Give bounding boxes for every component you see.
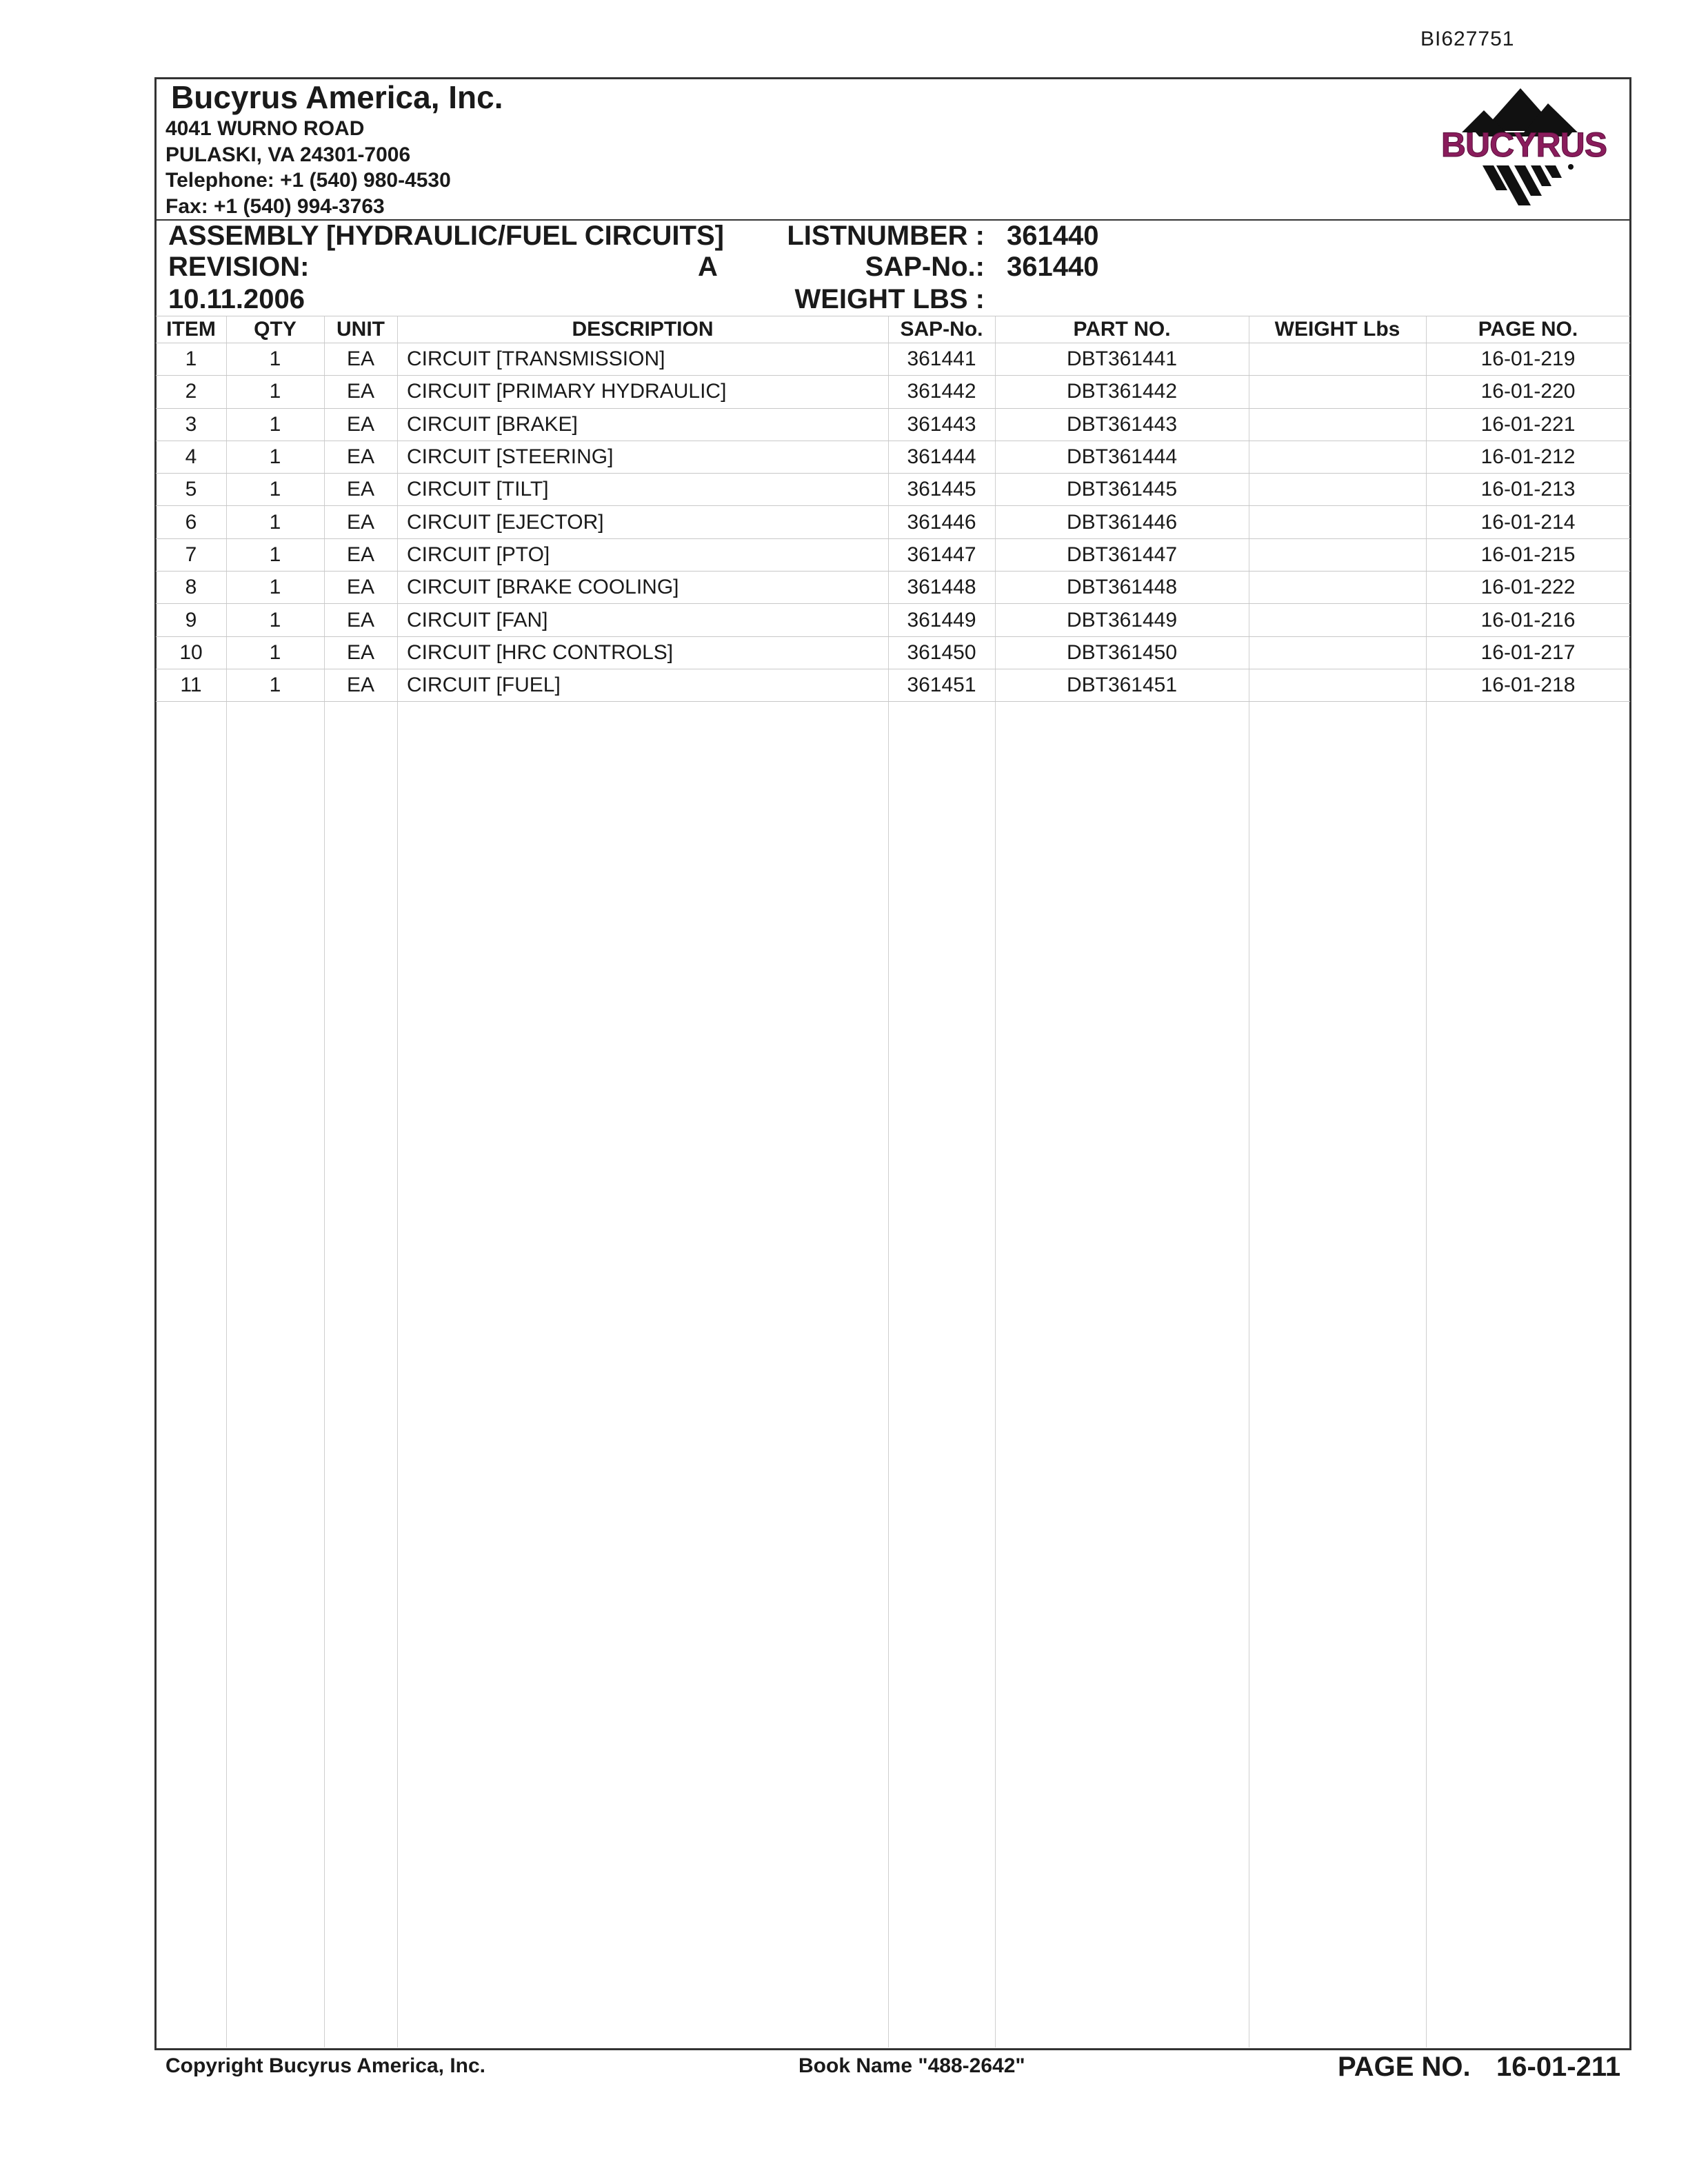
cell-qty: 1 (269, 380, 281, 403)
cell-part-no: DBT361449 (1066, 608, 1178, 631)
cell-sap-no: 361449 (907, 608, 976, 631)
cell-part-no: DBT361445 (1066, 478, 1178, 501)
header-sap-no: SAP-No. (900, 318, 983, 341)
cell-unit: EA (346, 347, 375, 371)
cell-page-no: 16-01-222 (1480, 576, 1576, 599)
header-page-no: PAGE NO. (1478, 318, 1578, 341)
listnumber-value: 361440 (1007, 221, 1099, 251)
cell-description: CIRCUIT [EJECTOR] (407, 510, 604, 534)
cell-part-no: DBT361447 (1066, 543, 1178, 566)
cell-part-no: DBT361442 (1066, 380, 1178, 403)
cell-item: 2 (185, 380, 197, 403)
company-name: Bucyrus America, Inc. (171, 79, 503, 115)
cell-description: CIRCUIT [FAN] (407, 608, 548, 631)
cell-page-no: 16-01-220 (1480, 380, 1576, 403)
cell-sap-no: 361441 (907, 347, 976, 371)
cell-part-no: DBT361443 (1066, 412, 1178, 436)
cell-qty: 1 (269, 640, 281, 664)
assembly-title: ASSEMBLY [HYDRAULIC/FUEL CIRCUITS] (168, 221, 724, 251)
table-header-row (156, 316, 1630, 343)
cell-item: 3 (185, 412, 197, 436)
cell-unit: EA (346, 445, 375, 469)
sap-number-label: SAP-No.: (865, 252, 985, 282)
cell-description: CIRCUIT [PTO] (407, 543, 550, 566)
cell-page-no: 16-01-213 (1480, 478, 1576, 501)
company-fax: Fax: +1 (540) 994-3763 (165, 195, 385, 218)
footer-page-label: PAGE NO. (1338, 2052, 1471, 2082)
table-row (156, 409, 1630, 441)
cell-qty: 1 (269, 510, 281, 534)
cell-part-no: DBT361446 (1066, 510, 1178, 534)
footer-page-number: 16-01-211 (1496, 2052, 1621, 2082)
cell-qty: 1 (269, 543, 281, 566)
cell-item: 5 (185, 478, 197, 501)
cell-part-no: DBT361441 (1066, 347, 1178, 371)
table-row (156, 572, 1630, 604)
cell-sap-no: 361446 (907, 510, 976, 534)
cell-weight (1249, 376, 1426, 407)
cell-item: 7 (185, 543, 197, 566)
company-telephone: Telephone: +1 (540) 980-4530 (165, 169, 451, 192)
table-row (156, 441, 1630, 474)
cell-item: 6 (185, 510, 197, 534)
header-weight: WEIGHT Lbs (1274, 318, 1400, 341)
cell-weight (1249, 604, 1426, 636)
cell-description: CIRCUIT [BRAKE COOLING] (407, 576, 679, 599)
cell-unit: EA (346, 543, 375, 566)
cell-item: 10 (179, 640, 203, 664)
header-qty: QTY (254, 318, 297, 341)
table-row (156, 343, 1630, 376)
cell-part-no: DBT361448 (1066, 576, 1178, 599)
parts-table (156, 316, 1630, 2048)
cell-description: CIRCUIT [TILT] (407, 478, 549, 501)
cell-qty: 1 (269, 412, 281, 436)
table-row (156, 604, 1630, 636)
cell-description: CIRCUIT [STEERING] (407, 445, 614, 469)
cell-weight (1249, 343, 1426, 375)
cell-sap-no: 361448 (907, 576, 976, 599)
cell-unit: EA (346, 640, 375, 664)
book-name: Book Name "488-2642" (798, 2054, 1025, 2077)
weight-label: WEIGHT LBS : (794, 284, 985, 314)
cell-description: CIRCUIT [HRC CONTROLS] (407, 640, 674, 664)
cell-item: 1 (185, 347, 197, 371)
cell-description: CIRCUIT [FUEL] (407, 674, 561, 697)
cell-item: 4 (185, 445, 197, 469)
document-id: BI627751 (1420, 28, 1515, 50)
cell-weight (1249, 474, 1426, 505)
header-description: DESCRIPTION (572, 318, 714, 341)
cell-page-no: 16-01-219 (1480, 347, 1576, 371)
cell-item: 11 (180, 674, 202, 697)
cell-page-no: 16-01-215 (1480, 543, 1576, 566)
cell-description: CIRCUIT [PRIMARY HYDRAULIC] (407, 380, 727, 403)
cell-qty: 1 (269, 347, 281, 371)
cell-unit: EA (346, 478, 375, 501)
cell-part-no: DBT361450 (1066, 640, 1178, 664)
company-address-line1: 4041 WURNO ROAD (165, 117, 365, 140)
cell-part-no: DBT361451 (1066, 674, 1178, 697)
cell-unit: EA (346, 674, 375, 697)
revision-label: REVISION: (168, 252, 310, 282)
cell-item: 9 (185, 608, 197, 631)
cell-page-no: 16-01-221 (1480, 412, 1576, 436)
cell-item: 8 (185, 576, 197, 599)
cell-unit: EA (346, 510, 375, 534)
table-row (156, 637, 1630, 669)
cell-qty: 1 (269, 445, 281, 469)
cell-page-no: 16-01-218 (1480, 674, 1576, 697)
cell-weight (1249, 539, 1426, 571)
cell-weight (1249, 441, 1426, 473)
cell-sap-no: 361443 (907, 412, 976, 436)
cell-sap-no: 361442 (907, 380, 976, 403)
cell-page-no: 16-01-216 (1480, 608, 1576, 631)
cell-weight (1249, 572, 1426, 603)
table-row (156, 539, 1630, 572)
cell-sap-no: 361445 (907, 478, 976, 501)
table-row (156, 474, 1630, 506)
cell-sap-no: 361447 (907, 543, 976, 566)
cell-description: CIRCUIT [BRAKE] (407, 412, 578, 436)
bucyrus-logo (1420, 83, 1627, 214)
cell-sap-no: 361450 (907, 640, 976, 664)
sap-number-value: 361440 (1007, 252, 1099, 282)
cell-weight (1249, 507, 1426, 538)
cell-page-no: 16-01-217 (1480, 640, 1576, 664)
svg-text:BUCYRUS: BUCYRUS (1440, 125, 1607, 164)
cell-weight (1249, 637, 1426, 669)
cell-page-no: 16-01-214 (1480, 510, 1576, 534)
cell-part-no: DBT361444 (1066, 445, 1178, 469)
header-part-no: PART NO. (1073, 318, 1171, 341)
cell-unit: EA (346, 576, 375, 599)
revision-value: A (698, 252, 718, 282)
cell-description: CIRCUIT [TRANSMISSION] (407, 347, 665, 371)
cell-unit: EA (346, 412, 375, 436)
cell-sap-no: 361444 (907, 445, 976, 469)
cell-weight (1249, 669, 1426, 701)
listnumber-label: LISTNUMBER : (787, 221, 985, 251)
cell-qty: 1 (269, 478, 281, 501)
copyright-notice: Copyright Bucyrus America, Inc. (165, 2054, 486, 2077)
table-row (156, 376, 1630, 408)
header-unit: UNIT (336, 318, 385, 341)
table-row (156, 507, 1630, 539)
cell-qty: 1 (269, 576, 281, 599)
cell-unit: EA (346, 380, 375, 403)
cell-unit: EA (346, 608, 375, 631)
cell-sap-no: 361451 (907, 674, 976, 697)
table-row (156, 669, 1630, 702)
cell-qty: 1 (269, 674, 281, 697)
cell-weight (1249, 409, 1426, 441)
assembly-date: 10.11.2006 (168, 284, 305, 314)
cell-page-no: 16-01-212 (1480, 445, 1576, 469)
cell-qty: 1 (269, 608, 281, 631)
header-item: ITEM (166, 318, 216, 341)
company-address-line2: PULASKI, VA 24301-7006 (165, 143, 411, 166)
